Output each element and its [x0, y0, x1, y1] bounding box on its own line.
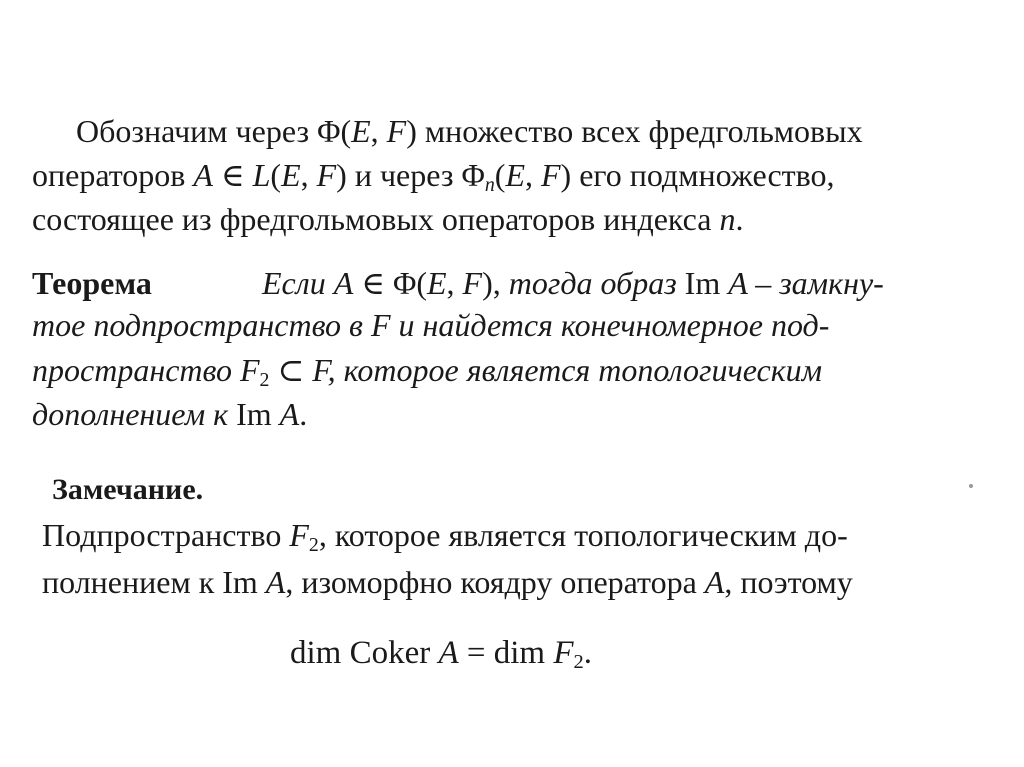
math-var: F — [312, 352, 328, 388]
math-subscript: n — [484, 173, 495, 196]
text: – замкну- — [747, 265, 884, 301]
math-subscript: 2 — [573, 651, 584, 674]
text: Im — [236, 396, 280, 432]
paragraph-1-line-3 — [32, 199, 743, 239]
text: полнением к Im — [42, 564, 266, 600]
math-var: F — [239, 352, 260, 388]
text: тогда образ — [508, 265, 685, 301]
text: пространство — [32, 352, 240, 388]
theorem-label: Теорема — [32, 265, 152, 301]
theorem-line-2 — [32, 305, 829, 345]
text: , — [524, 157, 541, 193]
text: Подпространство — [42, 517, 290, 553]
text: дополнением к — [32, 396, 237, 432]
remark-line-1 — [42, 515, 848, 565]
text: Обозначим через Φ( — [76, 113, 352, 149]
text: ( — [494, 157, 506, 193]
math-var: A — [193, 157, 213, 193]
math-var: F — [540, 157, 561, 193]
text: Im — [684, 265, 729, 301]
text: Если — [262, 265, 334, 301]
text: ) его подмножество, — [560, 157, 835, 193]
paragraph-1-line-1 — [76, 111, 863, 151]
text: ), — [482, 265, 509, 301]
text: и найдется конечномерное под- — [390, 307, 830, 343]
text: dim Coker — [290, 635, 439, 671]
remark-heading: Замечание. — [52, 473, 204, 506]
text: . — [299, 396, 308, 432]
math-var: F — [462, 265, 483, 301]
text: ) и через Φ — [336, 157, 485, 193]
text: состоящее из фредгольмовых операторов индекса — [32, 201, 720, 237]
math-var: A — [265, 564, 286, 600]
text: = dim — [458, 635, 554, 671]
text: ) множество всех фредгольмовых — [406, 113, 863, 149]
text: тое подпространство в — [32, 307, 371, 343]
text: , — [446, 265, 463, 301]
math-var: E — [281, 157, 301, 193]
text: ∈ — [212, 157, 253, 193]
stray-dot — [969, 484, 973, 488]
math-subscript: 2 — [308, 533, 319, 556]
math-var: E — [351, 113, 371, 149]
math-var: n — [719, 201, 736, 237]
math-var: A — [279, 396, 300, 432]
text: , которое является топологическим до- — [318, 517, 848, 553]
math-var: A — [333, 265, 354, 301]
theorem-line-3 — [32, 350, 822, 400]
paragraph-1-line-2 — [32, 155, 835, 205]
text: . — [583, 635, 592, 671]
text: , изоморфно коядру оператора — [285, 564, 705, 600]
theorem-line-4 — [32, 394, 307, 434]
math-var: F — [316, 157, 337, 193]
math-var: E — [505, 157, 525, 193]
math-var: F — [289, 517, 309, 553]
text: , поэтому — [724, 564, 853, 600]
text: ∈ Φ( — [353, 265, 427, 301]
text: , которое является топологическим — [327, 352, 823, 388]
text: ( — [270, 157, 282, 193]
theorem-line-1 — [262, 263, 884, 303]
text: , — [300, 157, 317, 193]
math-var: A — [728, 265, 748, 301]
text: ⊂ — [269, 352, 313, 388]
math-subscript: 2 — [259, 368, 270, 391]
formula — [290, 633, 592, 682]
remark-line-2 — [42, 562, 853, 602]
math-var: E — [426, 265, 447, 301]
text: , — [370, 113, 387, 149]
math-var: A — [438, 635, 459, 671]
math-var: A — [704, 564, 725, 600]
math-var: F — [386, 113, 407, 149]
text: операторов — [32, 157, 194, 193]
math-var: F — [553, 635, 574, 671]
math-var: L — [252, 157, 271, 193]
text: . — [735, 201, 744, 237]
math-var: F — [370, 307, 391, 343]
